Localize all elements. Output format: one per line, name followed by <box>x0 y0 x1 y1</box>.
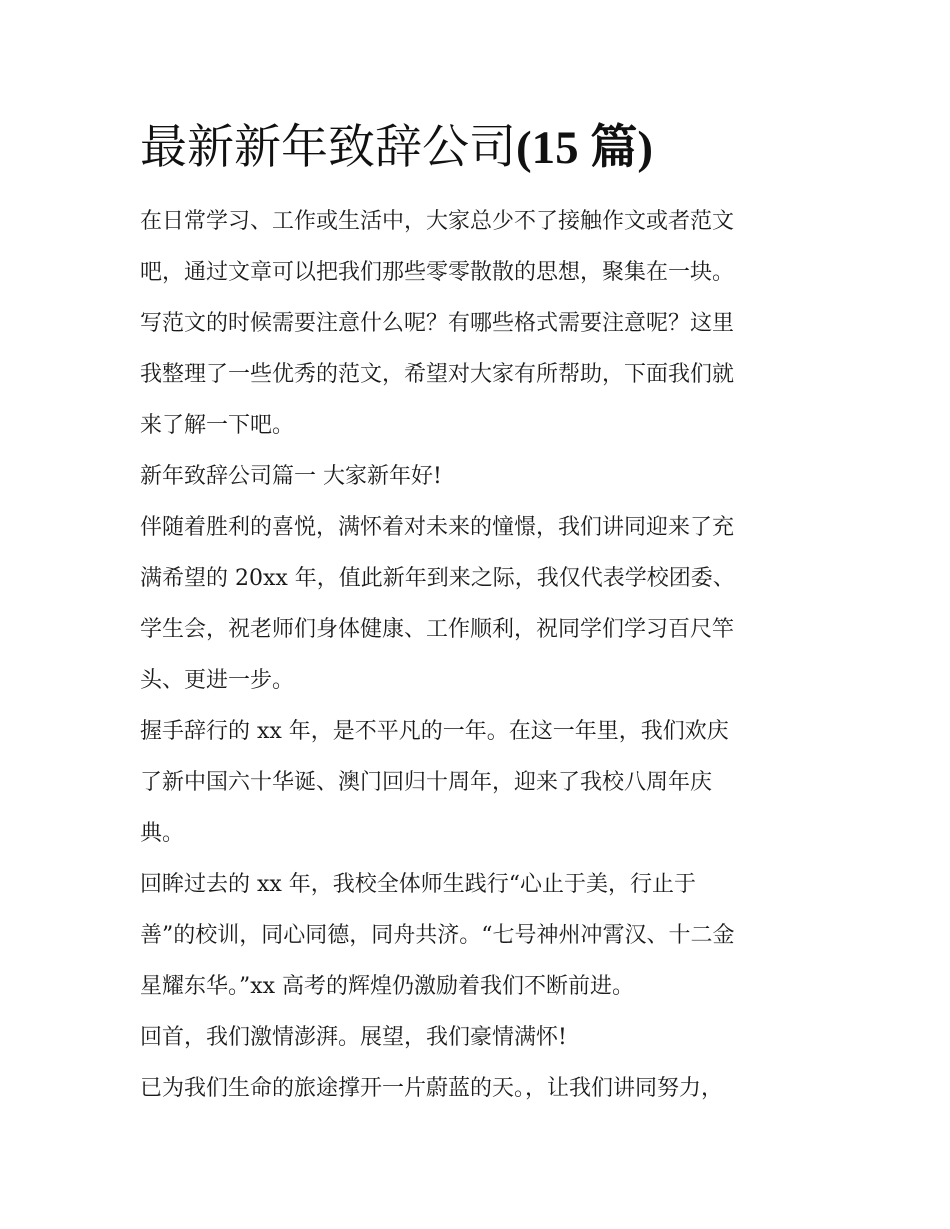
body-line: 回首，我们激情澎湃。展望，我们豪情满怀! <box>140 1025 567 1050</box>
title-count: (15 篇) <box>516 122 654 174</box>
body-line: 来了解一下吧。 <box>140 413 295 438</box>
body-line: 我整理了一些优秀的范文，希望对大家有所帮助，下面我们就 <box>140 362 735 387</box>
body-line: 头、更进一步。 <box>140 668 295 693</box>
body-line: 回眸过去的 xx 年，我校全体师生践行“心止于美，行止于 <box>140 872 697 897</box>
body-line: 新年致辞公司篇一 大家新年好! <box>140 464 442 489</box>
body-line: 善”的校训，同心同德，同舟共济。“七号神州冲霄汉、十二金 <box>140 923 735 948</box>
body-line: 已为我们生命的旅途撑开一片蔚蓝的天。，让我们讲同努力， <box>140 1076 724 1101</box>
body-line: 了新中国六十华诞、澳门回归十周年，迎来了我校八周年庆 <box>140 770 713 795</box>
body-line: 满希望的 20xx 年，值此新年到来之际，我仅代表学校团委、 <box>140 566 735 591</box>
body-line: 星耀东华。”xx 高考的辉煌仍激励着我们不断前进。 <box>140 974 635 999</box>
body-line: 在日常学习、工作或生活中，大家总少不了接触作文或者范文 <box>140 209 735 234</box>
body-line: 写范文的时候需要注意什么呢？有哪些格式需要注意呢？这里 <box>140 311 735 336</box>
document-body <box>140 196 830 1114</box>
body-line: 吧，通过文章可以把我们那些零零散散的思想，聚集在一块。 <box>140 260 735 285</box>
body-line: 伴随着胜利的喜悦，满怀着对未来的憧憬，我们讲同迎来了充 <box>140 515 735 540</box>
document-title <box>140 112 653 184</box>
body-line: 典。 <box>140 821 185 846</box>
body-line: 握手辞行的 xx 年，是不平凡的一年。在这一年里，我们欢庆 <box>140 719 729 744</box>
title-text: 最新新年致辞公司 <box>140 120 516 175</box>
body-line: 学生会，祝老师们身体健康、工作顺利，祝同学们学习百尺竿 <box>140 617 735 642</box>
